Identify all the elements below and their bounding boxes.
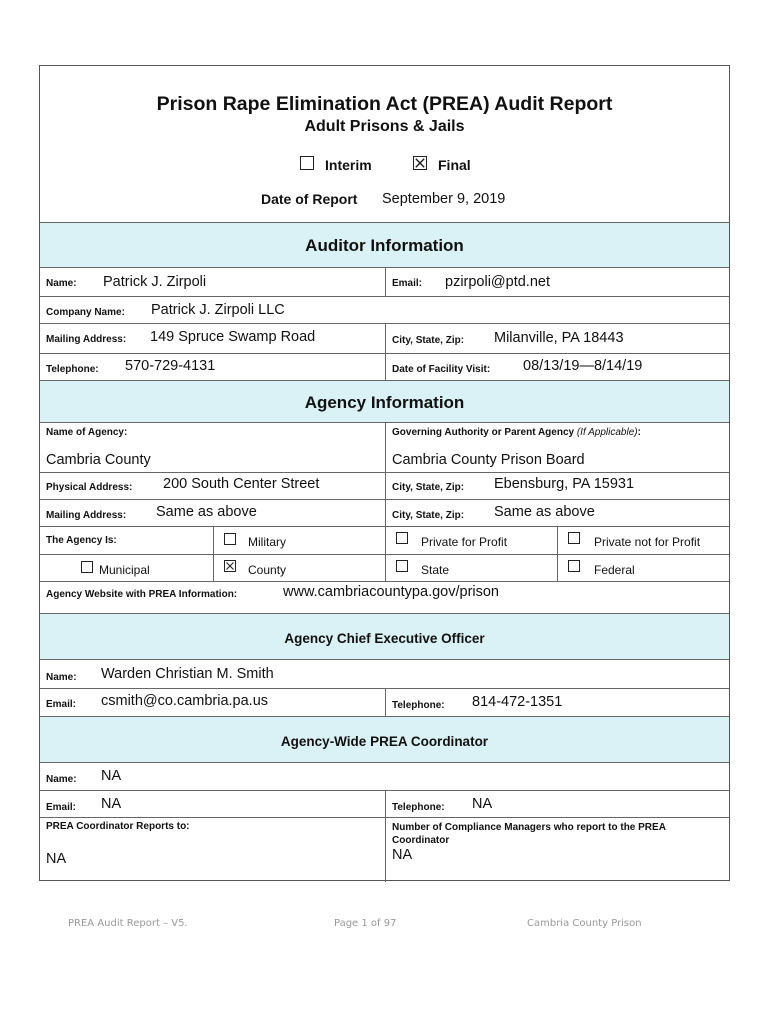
auditor-email-label: Email: xyxy=(392,278,423,289)
coordinator-name-label: Name: xyxy=(46,774,77,785)
agency-name-row xyxy=(40,422,729,472)
auditor-name-row xyxy=(40,267,729,296)
ceo-heading: Agency Chief Executive Officer xyxy=(284,631,485,646)
report-title: Prison Rape Elimination Act (PREA) Audit Report xyxy=(156,93,613,115)
auditor-csz-label: City, State, Zip: xyxy=(392,335,465,346)
auditor-csz: Milanville, PA 18443 xyxy=(494,330,624,346)
agency-mailing-csz-label: City, State, Zip: xyxy=(392,510,465,521)
coordinator-reports-row xyxy=(40,817,729,882)
ceo-email-label: Email: xyxy=(46,699,77,710)
coordinator-reports: NA xyxy=(46,851,67,867)
audit-report-form xyxy=(39,65,730,881)
auditor-email: pzirpoli@ptd.net xyxy=(445,274,550,290)
private-profit-checkbox[interactable] xyxy=(396,532,408,544)
state-label: State xyxy=(421,563,450,577)
governing-authority: Cambria County Prison Board xyxy=(392,452,585,468)
physical-address: 200 South Center Street xyxy=(163,476,320,492)
auditor-mailing-label: Mailing Address: xyxy=(46,334,127,345)
ceo-email: csmith@co.cambria.pa.us xyxy=(101,693,269,709)
auditor-company-label: Company Name: xyxy=(46,307,125,318)
facility-visit-dates: 08/13/19—8/14/19 xyxy=(523,358,643,374)
compliance-managers: NA xyxy=(392,847,413,863)
ceo-contact-row xyxy=(40,688,729,716)
agency-csz: Ebensburg, PA 15931 xyxy=(494,476,635,492)
agency-website-label: Agency Website with PREA Information: xyxy=(46,589,238,600)
coordinator-reports-label: PREA Coordinator Reports to: xyxy=(46,821,190,832)
ceo-name-row xyxy=(40,659,729,688)
agency-physical-row xyxy=(40,472,729,499)
private-nonprofit-label: Private not for Profit xyxy=(594,535,701,549)
agency-type-row-2 xyxy=(40,554,729,581)
physical-address-label: Physical Address: xyxy=(46,482,133,493)
final-checkbox[interactable] xyxy=(413,156,427,170)
military-label: Military xyxy=(248,535,286,549)
auditor-name-label: Name: xyxy=(46,278,77,289)
coordinator-email: NA xyxy=(101,796,122,812)
ceo-section-header xyxy=(40,613,729,659)
footer-right: Cambria County Prison xyxy=(527,918,642,929)
auditor-company: Patrick J. Zirpoli LLC xyxy=(151,302,285,318)
auditor-mailing: 149 Spruce Swamp Road xyxy=(150,329,316,345)
final-label: Final xyxy=(438,157,471,173)
private-profit-label: Private for Profit xyxy=(421,535,508,549)
coordinator-name-row xyxy=(40,762,729,790)
auditor-phone: 570-729-4131 xyxy=(125,358,216,374)
municipal-label: Municipal xyxy=(99,563,150,577)
interim-checkbox[interactable] xyxy=(300,156,314,170)
ceo-name: Warden Christian M. Smith xyxy=(101,666,274,682)
coordinator-contact-row xyxy=(40,790,729,817)
coordinator-name: NA xyxy=(101,768,122,784)
county-checkbox[interactable] xyxy=(224,560,236,572)
ceo-name-label: Name: xyxy=(46,672,77,683)
report-header xyxy=(40,66,729,222)
ceo-phone: 814-472-1351 xyxy=(472,694,563,710)
date-of-report-value: September 9, 2019 xyxy=(382,191,506,207)
coordinator-section-header xyxy=(40,716,729,762)
municipal-checkbox[interactable] xyxy=(81,561,93,573)
auditor-mailing-row xyxy=(40,323,729,353)
agency-section-header xyxy=(40,380,729,422)
auditor-company-row xyxy=(40,296,729,323)
auditor-phone-row xyxy=(40,353,729,380)
auditor-phone-label: Telephone: xyxy=(46,364,99,375)
agency-mailing: Same as above xyxy=(156,504,257,520)
agency-heading: Agency Information xyxy=(304,393,465,412)
military-checkbox[interactable] xyxy=(224,533,236,545)
coordinator-email-label: Email: xyxy=(46,802,77,813)
agency-name-label: Name of Agency: xyxy=(46,427,128,438)
agency-name: Cambria County xyxy=(46,452,151,468)
auditor-section-header xyxy=(40,222,729,267)
facility-visit-label: Date of Facility Visit: xyxy=(392,364,491,375)
county-label: County xyxy=(248,563,287,577)
coordinator-phone: NA xyxy=(472,796,493,812)
agency-type-row-1 xyxy=(40,526,729,554)
report-subtitle: Adult Prisons & Jails xyxy=(304,118,465,135)
agency-website-row xyxy=(40,581,729,613)
agency-mailing-row xyxy=(40,499,729,526)
agency-mailing-csz: Same as above xyxy=(494,504,595,520)
private-nonprofit-checkbox[interactable] xyxy=(568,532,580,544)
ceo-phone-label: Telephone: xyxy=(392,700,445,711)
date-of-report-label: Date of Report xyxy=(261,191,358,207)
federal-label: Federal xyxy=(594,563,635,577)
agency-mailing-label: Mailing Address: xyxy=(46,510,127,521)
state-checkbox[interactable] xyxy=(396,560,408,572)
coordinator-phone-label: Telephone: xyxy=(392,802,445,813)
compliance-managers-label: Number of Compliance Managers who report to the PREA Coordinator xyxy=(392,822,666,846)
checked-x-icon xyxy=(414,157,426,169)
footer-page-number: Page 1 of 97 xyxy=(334,918,397,929)
interim-label: Interim xyxy=(325,157,372,173)
federal-checkbox[interactable] xyxy=(568,560,580,572)
agency-type-label: The Agency Is: xyxy=(46,535,117,546)
coordinator-heading: Agency-Wide PREA Coordinator xyxy=(280,734,489,749)
footer-left: PREA Audit Report – V5. xyxy=(68,918,188,929)
agency-website[interactable]: www.cambriacountypa.gov/prison xyxy=(283,584,499,600)
checked-x-icon xyxy=(225,561,235,571)
agency-csz-label: City, State, Zip: xyxy=(392,482,465,493)
auditor-heading: Auditor Information xyxy=(305,236,464,255)
governing-authority-label: Governing Authority or Parent Agency (If Applicable): xyxy=(392,427,641,438)
auditor-name: Patrick J. Zirpoli xyxy=(103,274,207,290)
